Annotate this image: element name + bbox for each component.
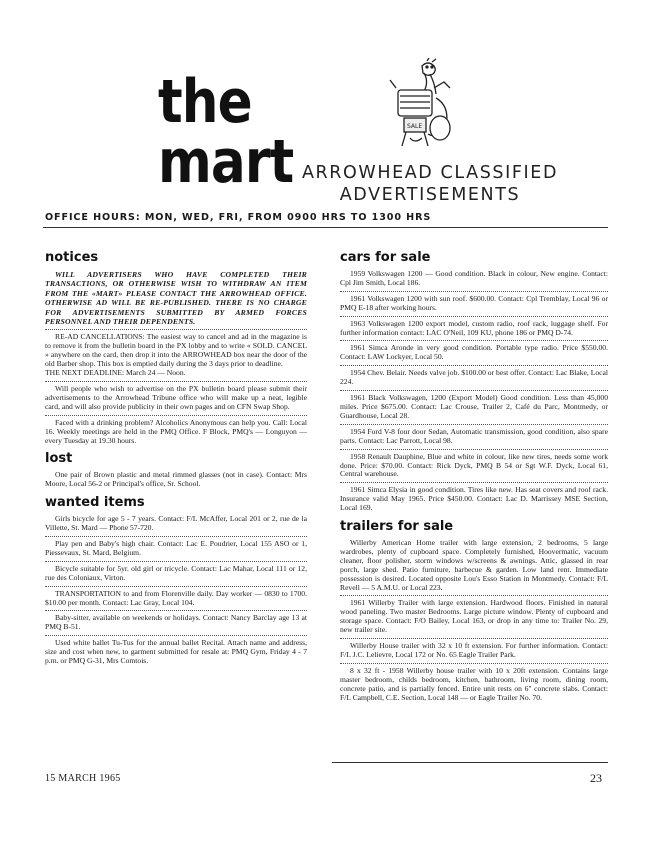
divider xyxy=(45,561,307,562)
wanted-item: Bicycle suitable for 5yr. old girl or tricycle. Contact: Lac Mahar, Local 111 or 12, rue des Coloniaux, Virton. xyxy=(45,563,307,582)
svg-text:SALE: SALE xyxy=(407,123,423,130)
divider xyxy=(45,586,307,587)
divider xyxy=(45,536,307,537)
divider xyxy=(340,449,608,450)
page-number: 23 xyxy=(590,771,602,785)
header-rule xyxy=(43,227,608,228)
notice-item: THE NEXT DEADLINE: March 24 — Noon. xyxy=(45,368,186,378)
notice-item: RE-AD CANCELLATIONS: The easiest way to cancel and ad in the magazine is to remove it from the bulletin board in the PX lobby and to write « SOLD. CANCEL » anywhere on the card, then drop it into the ARROWHEAD box near the door of the old Barber shop. This box is emptied daily during the 3 days prior to deadline. xyxy=(45,332,307,369)
subtitle-line-2: ADVERTISEMENTS xyxy=(339,185,521,205)
divider xyxy=(45,635,307,636)
divider xyxy=(340,595,608,596)
section-heading-wanted: wanted items xyxy=(45,495,145,511)
car-item: 1963 Volkswagen 1200 export model, custom radio, roof rack, luggage shelf. For further information contact: LAC O'Neil, 109 KU, phone 186 or PMQ D-74. xyxy=(340,318,608,337)
subtitle-line-1: ARROWHEAD CLASSIFIED xyxy=(301,163,559,183)
divider xyxy=(340,482,608,483)
trailer-item: Willerby House trailer with 32 x 10 ft extension. For further information. Contact: F/L J.C. Lelievre, Local 172 or No. 65 Eagle Trailer Park. xyxy=(340,641,608,659)
wanted-item: TRANSPORTATION to and from Florenville daily. Day worker — 0830 to 1700. $10.00 per month. Contact: Lac Gray, Local 104. xyxy=(45,588,307,607)
divider xyxy=(340,365,608,366)
divider xyxy=(340,316,608,317)
section-heading-lost: lost xyxy=(45,451,73,467)
divider xyxy=(340,424,608,425)
car-item: 1958 Renault Dauphine, Blue and white in colour, like new tires, needs some work done. Price: $70.00. Contact: Rick Dyck, PMQ B 54 or Sgt W.F. Dyck, Local 61, Central warehouse. xyxy=(340,451,608,479)
section-heading-notices: notices xyxy=(45,250,99,265)
wanted-item: Play pen and Baby's high chair. Contact: Lac E. Poudrier, Local 155 ASO or 1, Piessevaux, St. Mard, Belgium. xyxy=(45,539,307,557)
footer-rule xyxy=(332,762,608,763)
car-item: 1961 Simca Elysia in good condition. Tires like new. Has seat covers and roof rack. Insurance valid May 1965. Price $450.00. Contact: Lac D. Marrissey MSE Section, Local 169. xyxy=(340,485,608,513)
divider xyxy=(45,415,307,416)
divider xyxy=(340,638,608,639)
car-item: 1954 Ford V-8 four door Sedan, Automatic transmission, good condition, also spare parts. Contact: Lac Parrott, Local 98. xyxy=(340,426,608,445)
notice-lead: WILL ADVERTISERS WHO HAVE COMPLETED THEIR TRANSACTIONS, OR OTHERWISE WISH TO WITHDRAW AN ITEM FROM THE «MART» PLEASE CONTACT THE ARROWHEAD OFFICE. OTHERWISE AD WILL BE RE-PUBLISHED. THERE IS NO CHARGE FOR ADVERTISEMENTS SUBMITTED BY ARMED FORCES PERSONNEL AND THEIR DEPENDENTS. xyxy=(45,270,307,327)
divider xyxy=(340,390,608,391)
wanted-item: Baby-sitter, available on weekends or holidays. Contact: Nancy Barclay age 13 at PMQ B-51. xyxy=(45,613,307,632)
notice-item: Will people who wish to advertise on the PX bulletin board please submit their advertisements to the Arrowhead Tribune office who will make up a neat, legible card, and will also provide publicity in their own pages and on CFN Swap Shop. xyxy=(45,383,307,411)
trailer-item: Willerby American Home trailer with large extension, 2 bedrooms, 5 large wardrobes, plenty of cupboard space. Completely furnished, Hoovermatic, vacuum cleaner, floor polisher, storm windows w/screens & awnings. Attic, glassed in rear porch, large shed. Patio furniture, barbecue & garden. Low land rent. Immediate possession is desired. Located opposite Lou's Esso Station in Montmedy. Contact: F/L Revell — 5 A.M.U. or Local 223. xyxy=(340,538,608,592)
notice-item: Faced with a drinking problem? Alcoholics Anonymous can help you. Call: Local 16. Weekly meetings are held in the PMQ Office. F Block, PMQ's — Longuyon — every Tuesday at 19.30 hours. xyxy=(45,417,307,445)
divider xyxy=(45,381,307,382)
divider xyxy=(45,329,307,330)
car-item: 1961 Volkswagen 1200 with sun roof. $600.00. Contact: Cpl Tremblay, Local 96 or PMQ E-18 after working hours. xyxy=(340,293,608,312)
right-column xyxy=(340,250,608,703)
car-item: 1959 Volkswagen 1200 — Good condition. Black in colour, New engine. Contact: Cpl Jim Smith, Local 186. xyxy=(340,269,608,287)
divider xyxy=(340,291,608,292)
page-title: the mart xyxy=(158,67,294,197)
car-item: 1961 Simca Aronde in very good condition. Portable type radio. Price $550.00. Contact: LAW Lockyer, Local 50. xyxy=(340,343,608,362)
subtitle xyxy=(250,162,610,206)
trailer-item: 8 x 32 ft - 1958 Willerby house trailer with 10 x 20ft extension. Contains large master bedroom, childs bedroom, kitchen, bathroom, living room, dining room, concrete patio, and is partially fenced. Entire unit rests on 6" concrete slabs. Contact: F/L Campbell, C.E. Section, Local 148 — or Eagle Trailer No. 70. xyxy=(340,665,608,702)
wanted-item: Girls bicycle for age 5 - 7 years. Contact: F/L McAffer, Local 201 or 2, rue de la Villette, St. Mard — Phone 57-720. xyxy=(45,514,307,533)
divider xyxy=(340,663,608,664)
divider xyxy=(45,610,307,611)
section-heading-trailers: trailers for sale xyxy=(340,519,454,535)
car-item: 1961 Black Volkswagen, 1200 (Export Model) Good condition. Less than 45,000 miles. Price $675.00. Contact: Lac Crouse, Trailer 2, Café du Parc, Montmedy, or Guardhouse, Local 28. xyxy=(340,393,608,420)
issue-date: 15 MARCH 1965 xyxy=(45,773,121,784)
office-hours: OFFICE HOURS: MON, WED, FRI, FROM 0900 HRS TO 1300 HRS xyxy=(45,212,432,223)
lost-item: One pair of Brown plastic and metal rimmed glasses (not in case). Contact: Mrs Moore, Local 56-2 or Principal's office, Sr. School. xyxy=(45,470,307,489)
section-heading-cars: cars for sale xyxy=(340,250,431,265)
left-column xyxy=(45,250,307,666)
wanted-item: Used white ballet Tu-Tus for the annual ballet Recital. Attach name and address, size and cost when new, to garment submitted for resale at: PMQ Gym, Friday 4 - 7 p.m. or PMQ G-31, Mrs Comtois. xyxy=(45,638,307,666)
mascot-logo-icon xyxy=(380,58,460,153)
car-item: 1954 Chev. Belair. Needs valve job. $100.00 or best offer. Contact: Lac Blake, Local 224. xyxy=(340,368,608,387)
divider xyxy=(340,340,608,341)
trailer-item: 1961 Willerby Trailer with large extension. Hardwood floors. Finished in natural wood paneling. Two master Bedrooms. Large picture window. Plenty of cupboard and storage space. Contact: F/O Bailey, Local 163, or drop in any time to: Trailer No. 29, new trailer site. xyxy=(340,598,608,635)
